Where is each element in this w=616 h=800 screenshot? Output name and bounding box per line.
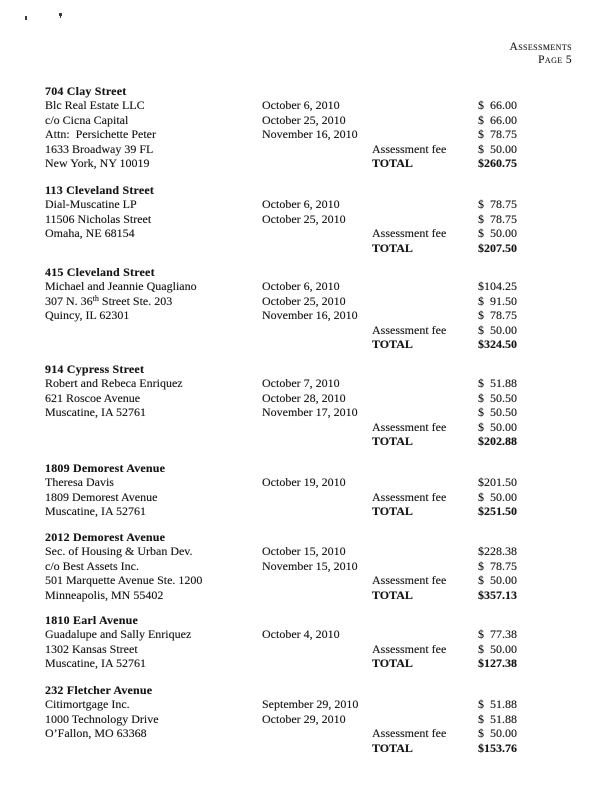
payment-date: November 16, 2010 xyxy=(262,308,358,323)
payee-line: Theresa Davis xyxy=(45,475,114,490)
payment-date: October 6, 2010 xyxy=(262,98,340,113)
payee-line: Dial-Muscatine LP xyxy=(45,197,137,212)
row-label xyxy=(372,712,478,726)
row-label xyxy=(372,475,478,489)
property-heading: 232 Fletcher Avenue xyxy=(45,683,153,697)
row-label xyxy=(372,559,478,573)
row-label xyxy=(372,405,478,419)
payee-line: c/o Cicna Capital xyxy=(45,112,129,127)
payment-date xyxy=(262,642,372,656)
payment-date xyxy=(262,504,372,518)
payment-date: October 25, 2010 xyxy=(262,293,346,308)
payee-line: Quincy, IL 62301 xyxy=(45,308,130,323)
row-label xyxy=(372,294,478,308)
assessment-block xyxy=(45,362,572,448)
total-row xyxy=(45,156,572,170)
document-title: Assessments xyxy=(509,41,572,53)
payment-date xyxy=(262,434,372,448)
payee-line xyxy=(45,434,262,448)
assessment-row xyxy=(45,113,572,127)
amount: $ 50.00 xyxy=(478,573,517,588)
fee-label: Assessment fee xyxy=(372,573,447,588)
assessment-block xyxy=(45,183,572,255)
total-row xyxy=(45,434,572,448)
payment-date: October 6, 2010 xyxy=(262,279,340,294)
row-label xyxy=(372,697,478,711)
payment-date: October 6, 2010 xyxy=(262,197,340,212)
payee-line: c/o Best Assets Inc. xyxy=(45,558,139,573)
assessment-fee-row xyxy=(45,420,572,434)
amount: $ 50.00 xyxy=(478,726,517,741)
row-label xyxy=(372,627,478,641)
assessment-block xyxy=(45,84,572,170)
payee-line: Guadalupe and Sally Enriquez xyxy=(45,627,192,642)
assessment-row xyxy=(45,544,572,558)
payee-line: 11506 Nicholas Street xyxy=(45,211,152,226)
row-label xyxy=(372,127,478,141)
row-label xyxy=(372,98,478,112)
payee-line: Sec. of Housing & Urban Dev. xyxy=(45,544,193,559)
assessment-block xyxy=(45,265,572,351)
total-row xyxy=(45,504,572,518)
payee-line: 1633 Broadway 39 FL xyxy=(45,141,154,156)
scan-artifact xyxy=(25,16,27,20)
ordinal-suffix: th xyxy=(92,293,99,303)
total-label: TOTAL xyxy=(372,504,413,519)
payee-line: 1809 Demorest Avenue xyxy=(45,489,158,504)
total-row xyxy=(45,656,572,670)
assessment-row xyxy=(45,559,572,573)
amount: $ 50.00 xyxy=(478,489,517,504)
assessment-row xyxy=(45,197,572,211)
payment-date xyxy=(262,490,372,504)
payee-line: 1302 Kansas Street xyxy=(45,641,138,656)
amount: $ 78.75 xyxy=(478,127,517,142)
payment-date: October 25, 2010 xyxy=(262,112,346,127)
payment-date: October 19, 2010 xyxy=(262,475,346,490)
row-label xyxy=(372,391,478,405)
payment-date: October 28, 2010 xyxy=(262,390,346,405)
assessment-fee-row xyxy=(45,323,572,337)
amount: $ 51.88 xyxy=(478,711,517,726)
payment-date xyxy=(262,573,372,587)
page-number: Page 5 xyxy=(538,53,572,66)
row-label xyxy=(372,197,478,211)
row-label xyxy=(372,308,478,322)
amount: $ 50.00 xyxy=(478,641,517,656)
total-label: TOTAL xyxy=(372,587,413,602)
total-row xyxy=(45,241,572,255)
assessment-row xyxy=(45,391,572,405)
payee-line: O’Fallon, MO 63368 xyxy=(45,726,147,741)
total-label: TOTAL xyxy=(372,434,413,449)
payee-line xyxy=(45,420,262,434)
amount: $ 50.00 xyxy=(478,141,517,156)
payment-date xyxy=(262,337,372,351)
amount: $ 91.50 xyxy=(478,293,517,308)
assessment-fee-row xyxy=(45,573,572,587)
payee-line xyxy=(45,323,262,337)
payee-line: Omaha, NE 68154 xyxy=(45,226,135,241)
payment-date xyxy=(262,142,372,156)
assessment-block xyxy=(45,613,572,671)
total-amount: $202.88 xyxy=(478,434,517,449)
amount: $ 78.75 xyxy=(478,197,517,212)
payment-date xyxy=(262,741,372,755)
property-heading: 704 Clay Street xyxy=(45,84,127,98)
assessment-row xyxy=(45,712,572,726)
assessment-row xyxy=(45,279,572,293)
payee-line: Muscatine, IA 52761 xyxy=(45,504,146,519)
assessment-row xyxy=(45,697,572,711)
assessment-row xyxy=(45,475,572,489)
payment-date xyxy=(262,588,372,602)
address-part: Street Ste. 203 xyxy=(98,293,173,308)
amount: $ 78.75 xyxy=(478,308,517,323)
total-amount: $260.75 xyxy=(478,156,517,171)
payment-date: October 4, 2010 xyxy=(262,627,340,642)
payee-line: Muscatine, IA 52761 xyxy=(45,405,146,420)
assessment-fee-row xyxy=(45,726,572,740)
payee-line: Muscatine, IA 52761 xyxy=(45,656,146,671)
amount: $ 77.38 xyxy=(478,627,517,642)
total-amount: $127.38 xyxy=(478,656,517,671)
row-label xyxy=(372,279,478,293)
assessment-row xyxy=(45,98,572,112)
payment-date: October 7, 2010 xyxy=(262,376,340,391)
payee-line: Minneapolis, MN 55402 xyxy=(45,587,164,602)
fee-label: Assessment fee xyxy=(372,322,447,337)
total-amount: $207.50 xyxy=(478,240,517,255)
payee-line: Blc Real Estate LLC xyxy=(45,98,145,113)
scan-artifact xyxy=(59,13,62,16)
payment-date: September 29, 2010 xyxy=(262,697,359,712)
amount: $ 51.88 xyxy=(478,376,517,391)
assessment-row xyxy=(45,127,572,141)
payment-date xyxy=(262,156,372,170)
payment-date: November 17, 2010 xyxy=(262,405,358,420)
property-heading: 2012 Demorest Avenue xyxy=(45,530,166,544)
payee-line xyxy=(45,741,262,755)
row-label xyxy=(372,113,478,127)
assessment-row xyxy=(45,405,572,419)
assessment-block xyxy=(45,461,572,519)
property-heading: 914 Cypress Street xyxy=(45,362,145,376)
payee-line: 501 Marquette Avenue Ste. 1200 xyxy=(45,573,203,588)
property-heading: 1809 Demorest Avenue xyxy=(45,461,166,475)
assessment-fee-row xyxy=(45,226,572,240)
total-amount: $324.50 xyxy=(478,337,517,352)
total-amount: $251.50 xyxy=(478,504,517,519)
total-row xyxy=(45,741,572,755)
total-label: TOTAL xyxy=(372,240,413,255)
fee-label: Assessment fee xyxy=(372,726,447,741)
payee-line xyxy=(45,337,262,351)
payee-line: New York, NY 10019 xyxy=(45,156,150,171)
total-label: TOTAL xyxy=(372,156,413,171)
payee-line: Citimortgage Inc. xyxy=(45,697,130,712)
amount: $ 50.50 xyxy=(478,405,517,420)
payment-date xyxy=(262,726,372,740)
amount: $ 50.00 xyxy=(478,226,517,241)
total-label: TOTAL xyxy=(372,337,413,352)
amount: $201.50 xyxy=(478,475,517,490)
payment-date xyxy=(262,226,372,240)
fee-label: Assessment fee xyxy=(372,641,447,656)
amount: $228.38 xyxy=(478,544,517,559)
payment-date xyxy=(262,241,372,255)
assessment-row xyxy=(45,294,572,308)
payment-date xyxy=(262,323,372,337)
payee-line xyxy=(45,241,262,255)
row-label xyxy=(372,544,478,558)
amount: $ 50.00 xyxy=(478,419,517,434)
amount: $ 51.88 xyxy=(478,697,517,712)
total-row xyxy=(45,337,572,351)
assessment-block xyxy=(45,530,572,602)
amount: $ 50.50 xyxy=(478,390,517,405)
assessment-fee-row xyxy=(45,142,572,156)
payee-line: Michael and Jeannie Quagliano xyxy=(45,279,197,294)
payee-line: Attn: Persichette Peter xyxy=(45,127,156,142)
total-label: TOTAL xyxy=(372,656,413,671)
payment-date: October 25, 2010 xyxy=(262,211,346,226)
payee-line xyxy=(45,294,262,308)
amount: $ 66.00 xyxy=(478,112,517,127)
property-heading: 113 Cleveland Street xyxy=(45,183,155,197)
fee-label: Assessment fee xyxy=(372,489,447,504)
total-amount: $357.13 xyxy=(478,587,517,602)
property-heading: 415 Cleveland Street xyxy=(45,265,155,279)
payment-date: November 16, 2010 xyxy=(262,127,358,142)
amount: $104.25 xyxy=(478,279,517,294)
total-amount: $153.76 xyxy=(478,740,517,755)
address-part: 307 N. 36 xyxy=(45,293,93,308)
page-header xyxy=(509,41,572,66)
amount: $ 78.75 xyxy=(478,558,517,573)
fee-label: Assessment fee xyxy=(372,419,447,434)
payment-date: November 15, 2010 xyxy=(262,558,358,573)
amount: $ 78.75 xyxy=(478,211,517,226)
assessment-row xyxy=(45,212,572,226)
total-row xyxy=(45,588,572,602)
assessment-row xyxy=(45,376,572,390)
amount: $ 66.00 xyxy=(478,98,517,113)
assessment-fee-row xyxy=(45,490,572,504)
amount: $ 50.00 xyxy=(478,322,517,337)
payee-line: 1000 Technology Drive xyxy=(45,711,159,726)
payment-date: October 29, 2010 xyxy=(262,711,346,726)
assessment-block xyxy=(45,683,572,755)
payee-line: 621 Roscoe Avenue xyxy=(45,390,141,405)
assessment-row xyxy=(45,308,572,322)
payee-line: Robert and Rebeca Enriquez xyxy=(45,376,183,391)
total-label: TOTAL xyxy=(372,740,413,755)
fee-label: Assessment fee xyxy=(372,141,447,156)
payment-date xyxy=(262,420,372,434)
assessment-fee-row xyxy=(45,642,572,656)
assessment-row xyxy=(45,627,572,641)
property-heading: 1810 Earl Avenue xyxy=(45,613,138,627)
payment-date xyxy=(262,656,372,670)
fee-label: Assessment fee xyxy=(372,226,447,241)
payment-date: October 15, 2010 xyxy=(262,544,346,559)
row-label xyxy=(372,212,478,226)
row-label xyxy=(372,376,478,390)
